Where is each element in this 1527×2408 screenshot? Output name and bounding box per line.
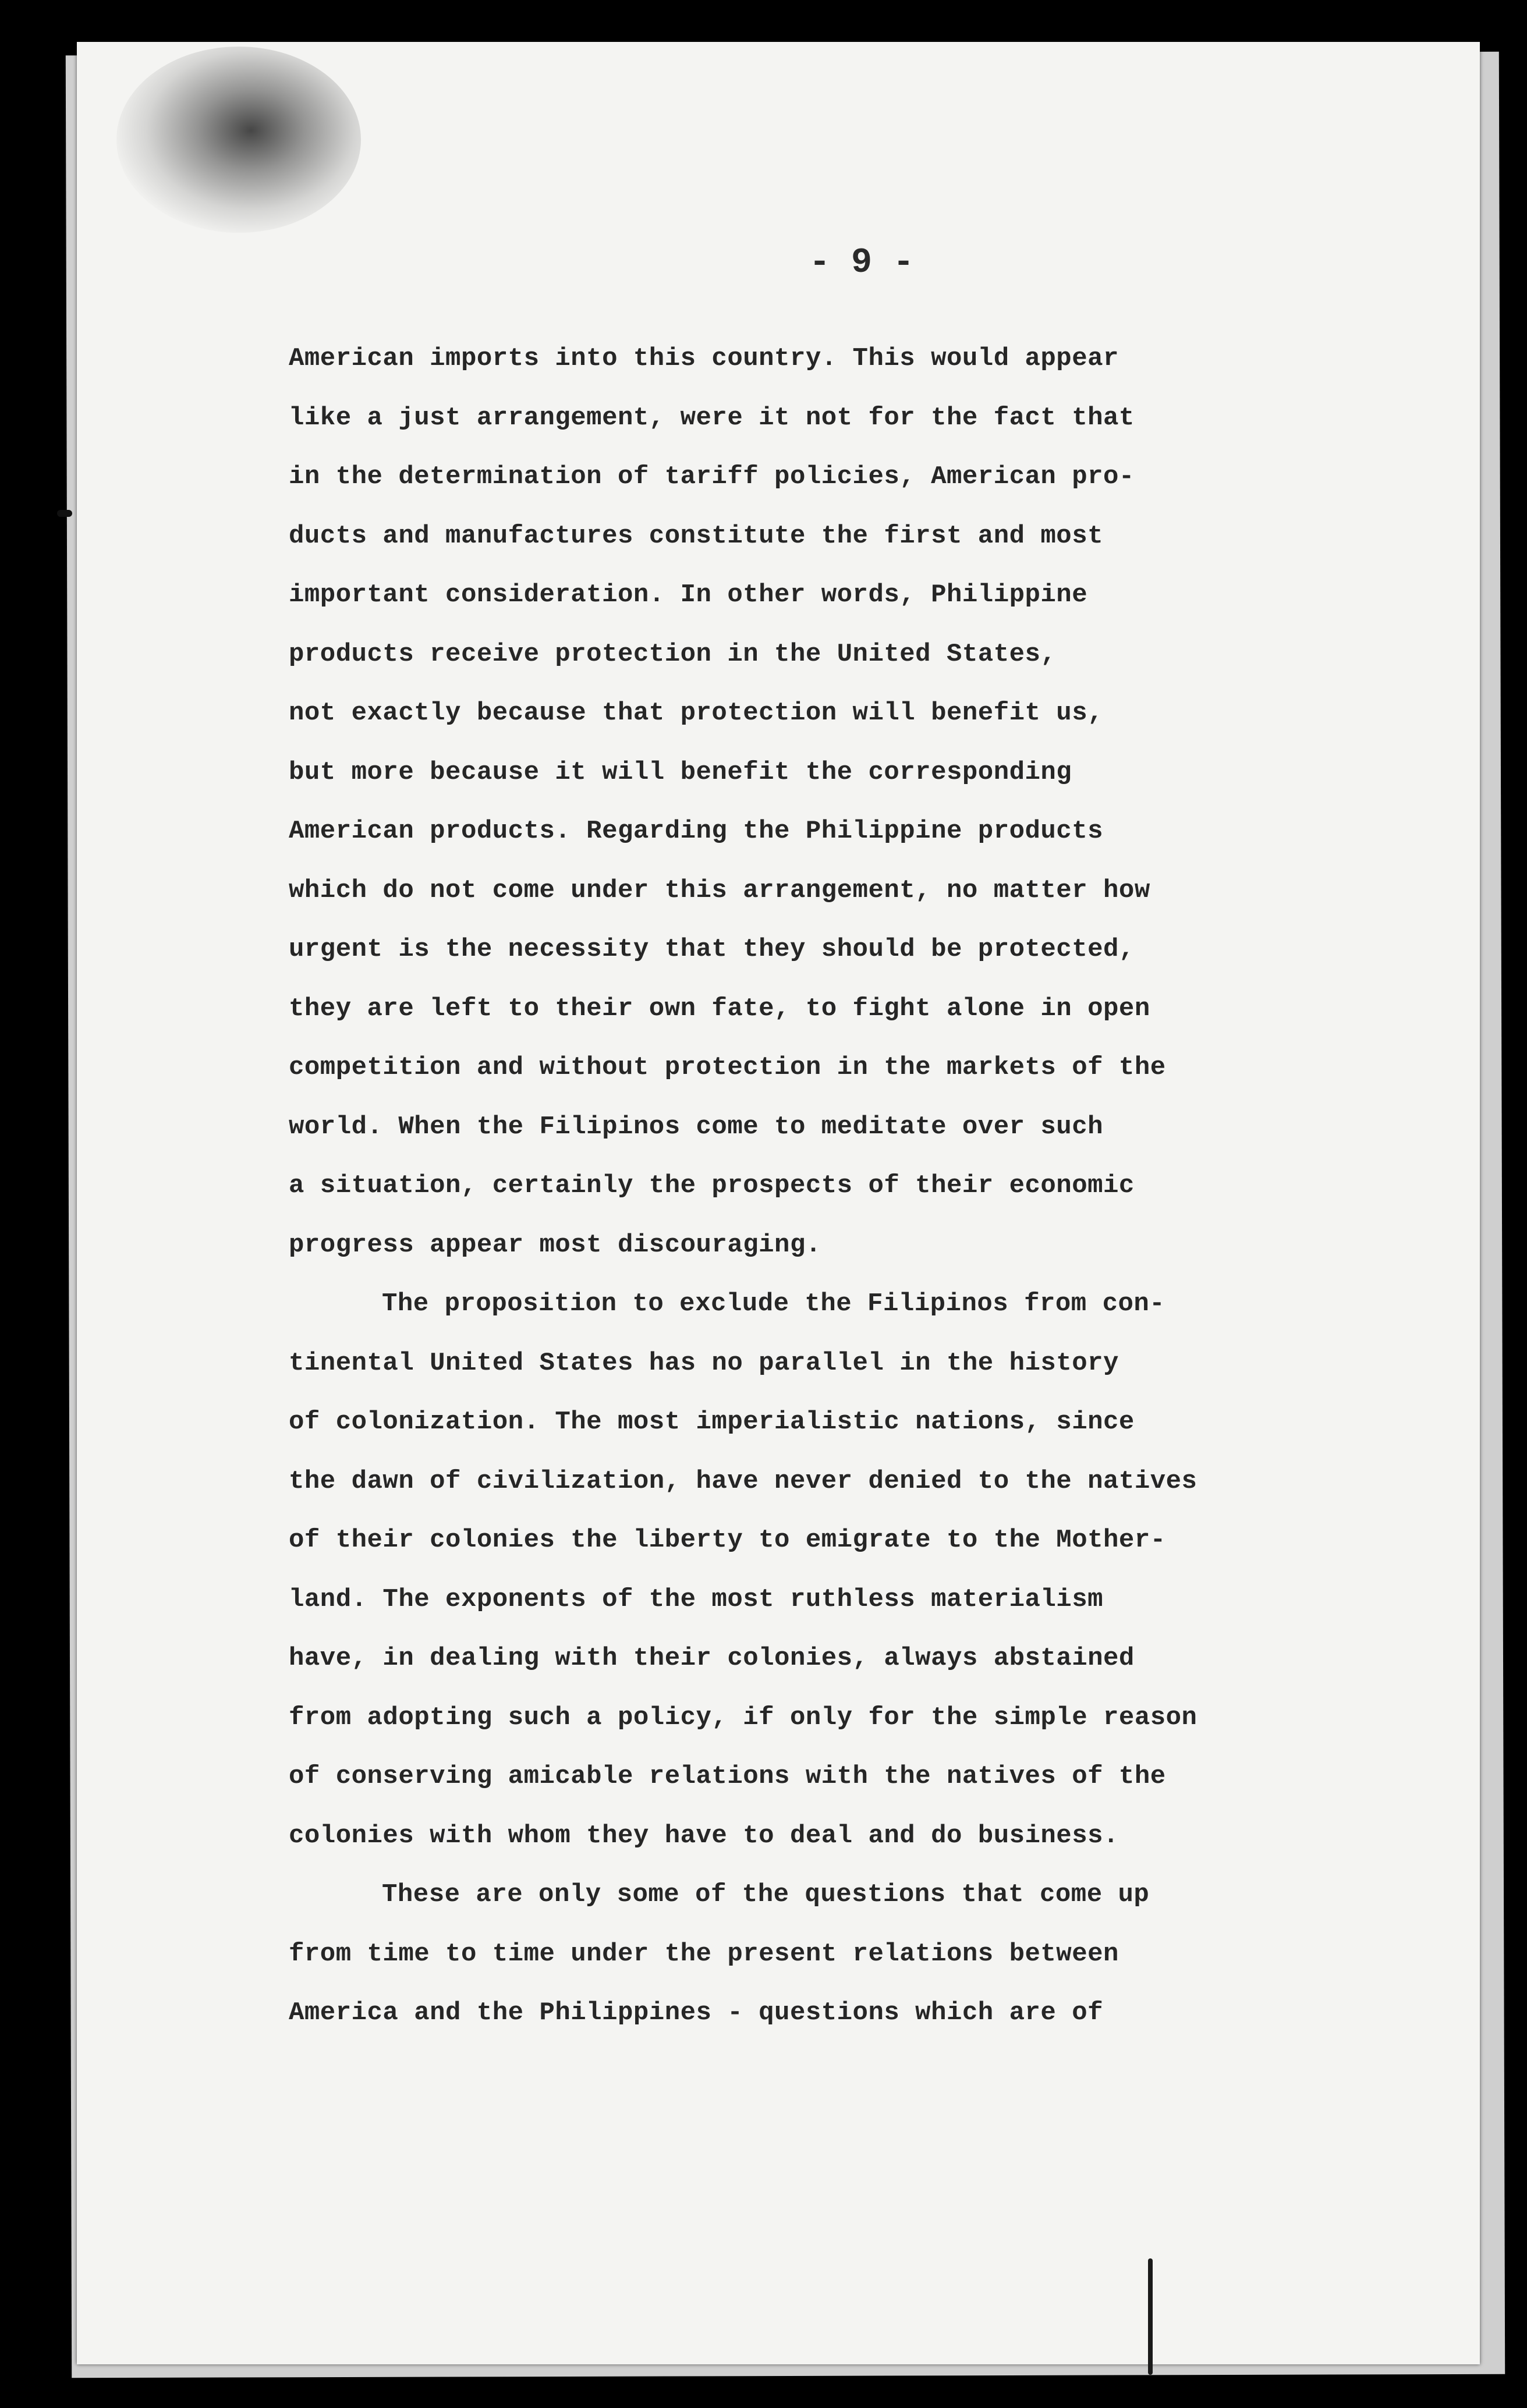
text-line: a situation, certainly the prospects of their economic: [289, 1171, 1135, 1200]
text-line: The proposition to exclude the Filipinos from con-: [382, 1289, 1165, 1318]
text-line: American products. Regarding the Philippine products: [289, 817, 1104, 846]
text-line: products receive protection in the United States,: [289, 639, 1057, 669]
text-line: American imports into this country. This would appear: [289, 344, 1119, 373]
text-line: world. When the Filipinos come to meditate over such: [289, 1112, 1104, 1141]
paragraph-2: [289, 1275, 1331, 1866]
text-line: which do not come under this arrangement, no matter how: [289, 875, 1150, 905]
body-text: [289, 329, 1331, 2043]
text-line: in the determination of tariff policies, American pro-: [289, 462, 1135, 491]
text-line: like a just arrangement, were it not for the fact that: [289, 403, 1135, 432]
text-line: colonies with whom they have to deal and do business.: [289, 1821, 1119, 1850]
text-line: America and the Philippines - questions which are of: [289, 1998, 1104, 2027]
pen-stroke-mark: [1148, 2258, 1153, 2375]
paragraph-3: [289, 1866, 1331, 2043]
text-line: tinental United States has no parallel in the history: [289, 1348, 1119, 1378]
text-line: from adopting such a policy, if only for the simple reason: [289, 1703, 1197, 1732]
text-line: the dawn of civilization, have never denied to the natives: [289, 1466, 1197, 1496]
ink-smudge: [116, 47, 361, 233]
text-line: of conserving amicable relations with the natives of the: [289, 1762, 1166, 1791]
text-line: they are left to their own fate, to fight alone in open: [289, 994, 1150, 1023]
text-line: but more because it will benefit the corresponding: [289, 757, 1072, 787]
text-line: These are only some of the questions that come up: [382, 1880, 1150, 1909]
text-line: important consideration. In other words, Philippine: [289, 580, 1088, 609]
page-number: - 9 -: [809, 243, 915, 283]
text-line: have, in dealing with their colonies, always abstained: [289, 1644, 1135, 1673]
margin-mark: [57, 510, 72, 517]
text-line: of their colonies the liberty to emigrate to the Mother-: [289, 1526, 1166, 1555]
text-line: of colonization. The most imperialistic nations, since: [289, 1407, 1135, 1437]
text-line: competition and without protection in the markets of the: [289, 1053, 1166, 1082]
text-line: not exactly because that protection will benefit us,: [289, 698, 1104, 728]
text-line: progress appear most discouraging.: [289, 1230, 821, 1260]
text-line: urgent is the necessity that they should be protected,: [289, 935, 1135, 964]
paragraph-1: [289, 329, 1331, 1275]
text-line: ducts and manufactures constitute the first and most: [289, 521, 1104, 551]
text-line: land. The exponents of the most ruthless materialism: [289, 1584, 1104, 1614]
text-line: from time to time under the present relations between: [289, 1939, 1119, 1969]
